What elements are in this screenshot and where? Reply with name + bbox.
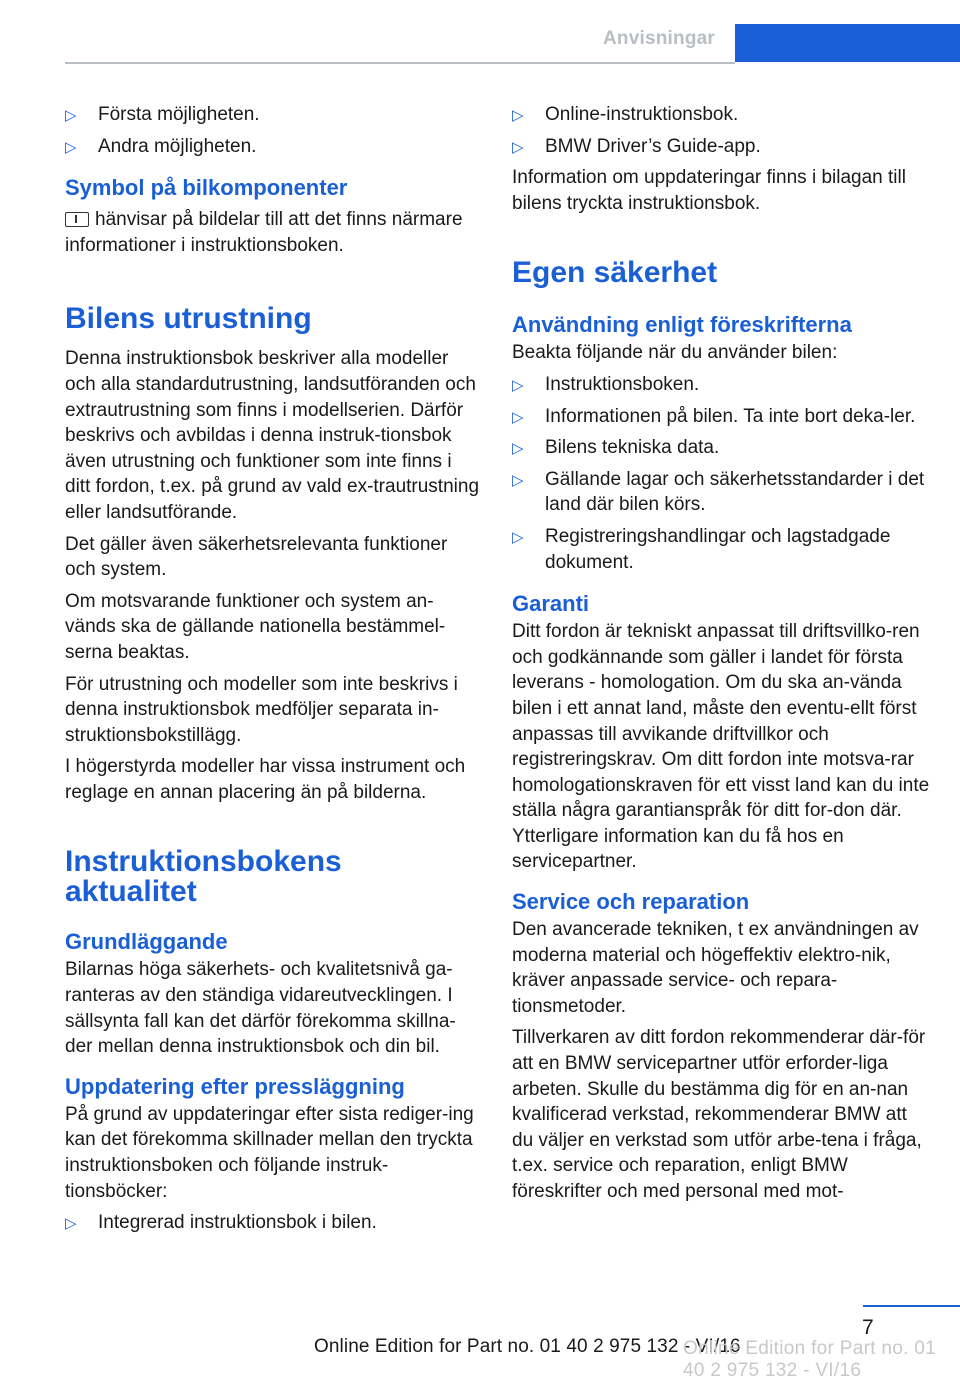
header-accent-bar	[735, 24, 960, 62]
list-item: ▷ Registreringshandlingar och lagstadgade dokument.	[512, 525, 891, 573]
paragraph: Om motsvarande funktioner och system an‐vänds ska de gällande nationella bestämmel‐serna beaktas.	[65, 590, 446, 663]
update-heading: Uppdatering efter pressläggning	[65, 1073, 405, 1099]
equipment-heading: Bilens utrustning	[65, 302, 312, 336]
paragraph: Den avancerade tekniken, t ex användningen av moderna material och högeffektiv elektro‐nik, kräver anpassade service- och repara‐tionsmetoder.	[512, 919, 919, 1017]
triangle-bullet-icon: ▷	[65, 1215, 77, 1233]
list-item: ▷ Bilens tekniska data.	[512, 435, 932, 461]
triangle-bullet-icon: ▷	[512, 471, 524, 489]
info-book-icon	[65, 212, 89, 227]
paragraph: Denna instruktionsbok beskriver alla modeller och alla standardutrustning, landsutföranden och extrautrustning som finns i modellserien. Därför beskrivs och avbildas i denna instruk‐tionsbok även utrustning och funktioner som inte finns i ditt fordon, t.ex. på grund av vald ex‐trautrustning eller landsutförande.	[65, 348, 480, 523]
paragraph: För utrustning och modeller som inte beskrivs i denna instruktionsbok medföljer separata in‐struktionsbokstillägg.	[65, 673, 458, 746]
triangle-bullet-icon: ▷	[512, 107, 524, 124]
paragraph: Information om uppdateringar finns i bilagan till bilens tryckta instruktionsbok.	[512, 167, 906, 214]
list-item: ▷ Informationen på bilen. Ta inte bort deka‐ler.	[512, 404, 932, 430]
options-list	[65, 102, 480, 159]
update-list	[65, 1210, 480, 1236]
triangle-bullet-icon: ▷	[512, 376, 524, 394]
header-section-title: Anvisningar	[603, 28, 715, 49]
watermark-text: Online Edition for Part no. 01 40 2 975 132 - VI/16	[683, 1338, 936, 1381]
triangle-bullet-icon: ▷	[65, 107, 77, 124]
actuality-heading: Instruktionsbokens aktualitet	[65, 845, 342, 909]
triangle-bullet-icon: ▷	[512, 138, 524, 156]
warranty-heading: Garanti	[512, 591, 590, 617]
page-number: 7	[862, 1316, 874, 1339]
triangle-bullet-icon: ▷	[512, 408, 524, 426]
paragraph: På grund av uppdateringar efter sista rediger‐ing kan det förekomma skillnader mellan den tryckta instruktionsboken och följande instruk‐tionsböcker:	[65, 1103, 474, 1202]
symbol-heading: Symbol på bilkomponenter	[65, 175, 348, 201]
paragraph: Beakta följande när du använder bilen:	[512, 342, 838, 364]
footer-divider	[863, 1305, 960, 1307]
triangle-bullet-icon: ▷	[512, 440, 524, 458]
list-item: ▷ Online-instruktionsbok.	[512, 102, 932, 128]
footer-edition-text: Online Edition for Part no. 01 40 2 975 132 - VI/16	[314, 1336, 741, 1357]
right-column	[512, 102, 932, 1211]
list-item: ▷ Instruktionsboken.	[512, 372, 932, 398]
basic-heading: Grundläggande	[65, 929, 228, 955]
list-item: ▷ Första möjligheten.	[65, 102, 480, 128]
symbol-text: hänvisar på bildelar till att det finns närmare informationer i instruktionsboken.	[65, 209, 463, 256]
safety-heading: Egen säkerhet	[512, 256, 718, 290]
list-item: ▷ Integrerad instruktionsbok i bilen.	[65, 1210, 480, 1236]
paragraph: Tillverkaren av ditt fordon rekommenderar där‐för att en BMW servicepartner utför erforder‐liga arbeten. Skulle du bestämma dig för en an‐nan kvalificerad verkstad, rekommenderar BMW att du väljer en verkstad som utför arbe‐tena i fråga, t.ex. service och reparation, enligt BMW föreskrifter och med personal med mot‐	[512, 1027, 926, 1202]
usage-list	[512, 372, 932, 575]
paragraph: Ditt fordon är tekniskt anpassat till driftsvillko‐ren och godkännande som gäller i landet för första leverans - homologation. Om du ska an‐vända bilen i ett annat land, måste den eventu‐ellt först anpassas till avvikande driftvillkor och registreringskrav. Om ditt fordon inte motsva‐rar homologationskraven för ett visst land kan du inte ställa några garantianspråk för ditt for‐don där. Ytterligare information kan du få hos en servicepartner.	[512, 621, 930, 873]
service-heading: Service och reparation	[512, 889, 750, 915]
paragraph: Det gäller även säkerhetsrelevanta funktioner och system.	[65, 533, 448, 581]
list-item: ▷ BMW Driver’s Guide-app.	[512, 134, 932, 160]
paragraph: Bilarnas höga säkerhets- och kvalitetsnivå ga‐ranteras av den ständiga vidareutvecklingen. I sällsynta fall kan det därför förekomma skillna‐der mellan denna instruktionsbok och din bil.	[65, 959, 456, 1058]
manual-list	[512, 102, 932, 159]
triangle-bullet-icon: ▷	[512, 528, 524, 546]
triangle-bullet-icon: ▷	[65, 138, 77, 156]
list-item: ▷ Andra möjligheten.	[65, 134, 480, 160]
header-divider	[65, 62, 735, 64]
paragraph: I högerstyrda modeller har vissa instrument och reglage en annan placering än på bilderna.	[65, 756, 466, 803]
usage-heading: Användning enligt föreskrifterna	[512, 312, 852, 338]
left-column	[65, 102, 480, 1242]
list-item: ▷ Gällande lagar och säkerhetsstandarder i det land där bilen körs.	[512, 468, 925, 516]
